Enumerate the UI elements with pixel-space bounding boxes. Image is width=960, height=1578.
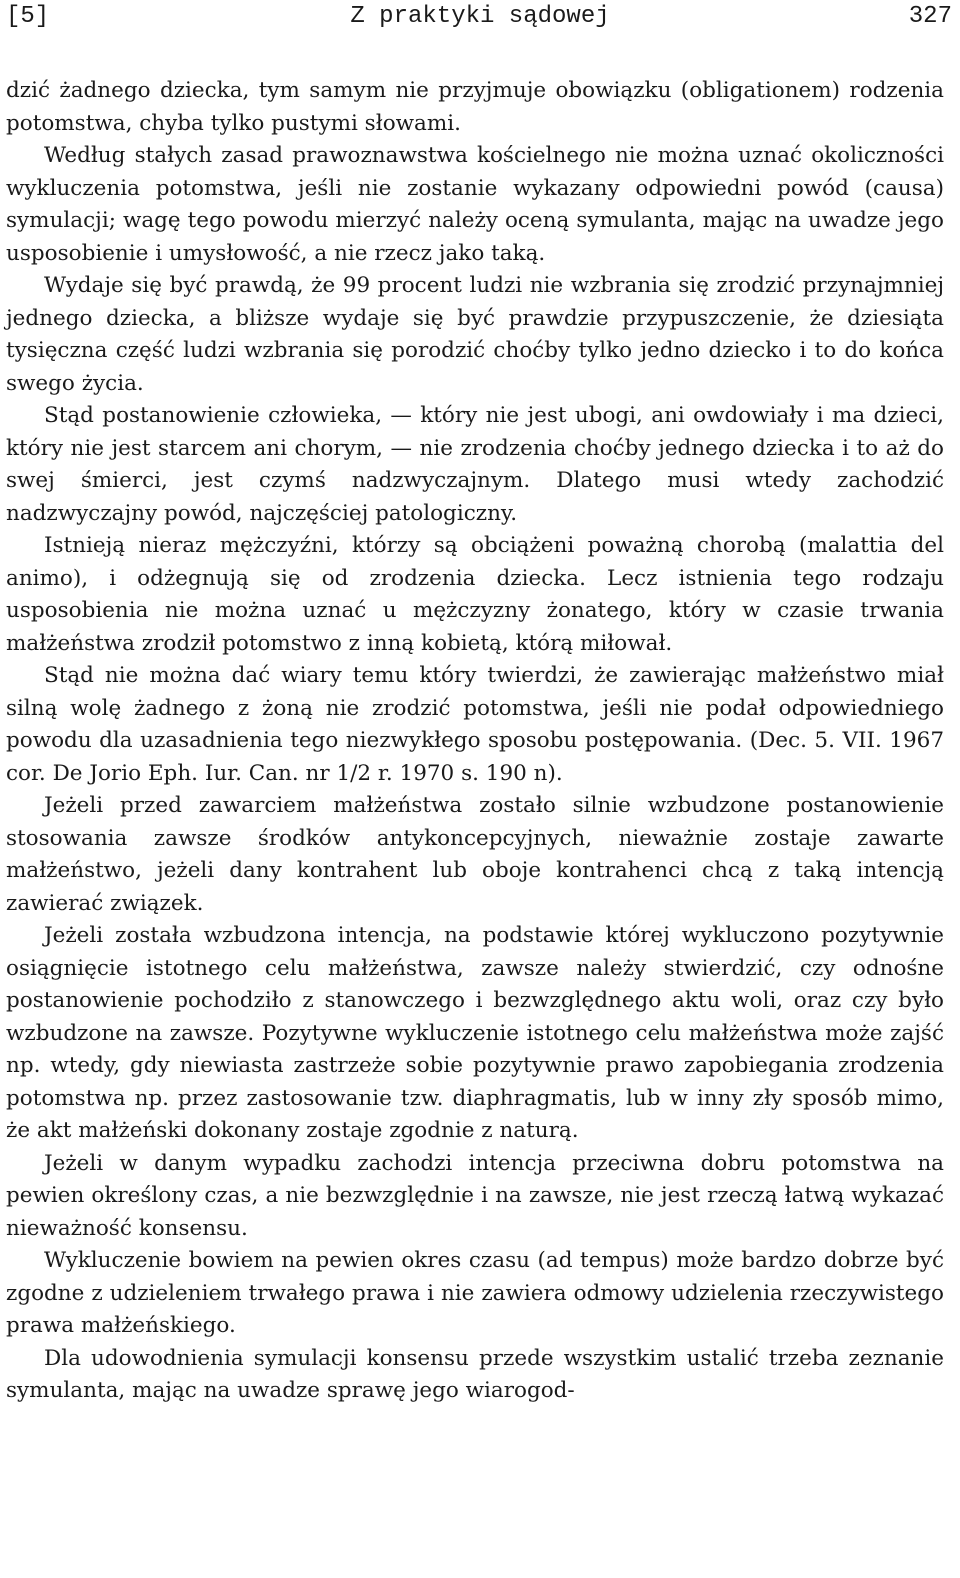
paragraph: Jeżeli przed zawarciem małżeństwa zostało silnie wzbudzone postanowienie stosowania zawsze środków antykoncepcyjnych, nieważnie zostaje zawarte małżeństwo, jeżeli dany kontrahent lub oboje kontrahenci chcą z taką intencją zawierać związek. [6, 793, 944, 916]
page-marker: [5] [6, 3, 50, 30]
paragraph-last: Dla udowodnienia symulacji konsensu przede wszystkim ustalić trzeba zeznanie symulanta, mając na uwadze sprawę jego wiarogod- [6, 1345, 944, 1403]
paragraph: Wykluczenie bowiem na pewien okres czasu (ad tempus) może bardzo dobrze być zgodne z udzieleniem trwałego prawa i nie zawiera odmowy udzielenia rzeczywistego prawa małżeńskiego. [6, 1248, 944, 1338]
page-header [0, 0, 960, 38]
paragraph-continuation: dzić żadnego dziecka, tym samym nie przyjmuje obowiązku (obligationem) rodzenia potomstwa, chyba tylko pustymi słowami. [6, 78, 944, 136]
paragraph: Według stałych zasad prawoznawstwa kościelnego nie można uznać okoliczności wykluczenia potomstwa, jeśli nie zostanie wykazany odpowiedni powód (causa) symulacji; wagę tego powodu mierzyć należy oceną symulanta, mając na uwadze jego usposobienie i umysłowość, a nie rzecz jako taką. [6, 143, 944, 266]
paragraph: Wydaje się być prawdą, że 99 procent ludzi nie wzbrania się zrodzić przynajmniej jednego dziecka, a bliższe wydaje się być prawdzie przypuszczenie, że dziesiąta tysięczna część ludzi wzbrania się porodzić choćby tylko jedno dziecko i to do końca swego życia. [6, 273, 944, 396]
running-title: Z praktyki sądowej [350, 3, 610, 30]
page-number: 327 [908, 3, 952, 30]
paragraph: Stąd nie można dać wiary temu który twierdzi, że zawierając małżeństwo miał silną wolę żadnego z żoną nie zrodzić potomstwa, jeśli nie podał odpowiedniego powodu dla uzasadnienia tego niezwykłego sposobu postępowania. (Dec. 5. VII. 1967 cor. De Jorio Eph. Iur. Can. nr 1/2 r. 1970 s. 190 n). [6, 663, 944, 786]
body-text [6, 75, 944, 1408]
paragraph: Istnieją nieraz mężczyźni, którzy są obciążeni poważną chorobą (malattia del animo), i odżegnują się od zrodzenia dziecka. Lecz istnienia tego rodzaju usposobienia nie można uznać u mężczyzny żonatego, który w czasie trwania małżeństwa zrodził potomstwo z inną kobietą, którą miłował. [6, 533, 944, 656]
paragraph: Jeżeli w danym wypadku zachodzi intencja przeciwna dobru potomstwa na pewien określony czas, a nie bezwzględnie i na zawsze, nie jest rzeczą łatwą wykazać nieważność konsensu. [6, 1150, 944, 1241]
paragraph: Stąd postanowienie człowieka, — który nie jest ubogi, ani owdowiały i ma dzieci, który nie jest starcem ani chorym, — nie zrodzenia choćby jednego dziecka i to aż do swej śmierci, jest czymś nadzwyczajnym. Dlatego musi wtedy zachodzić nadzwyczajny powód, najczęściej patologiczny. [6, 403, 944, 526]
paragraph: Jeżeli została wzbudzona intencja, na podstawie której wykluczono pozytywnie osiągnięcie istotnego celu małżeństwa, zawsze należy stwierdzić, czy odnośne postanowienie pochodziło z stanowczego i bezwzględnego aktu woli, oraz czy było wzbudzone na zawsze. Pozytywne wykluczenie istotnego celu małżeństwa może zajść np. wtedy, gdy niewiasta zastrzeże sobie pozytywnie prawo zapobiegania zrodzenia potomstwa np. przez zastosowanie tzw. diaphragmatis, lub w inny zły sposób mimo, że akt małżeński dokonany zostaje zgodnie z naturą. [6, 923, 944, 1143]
